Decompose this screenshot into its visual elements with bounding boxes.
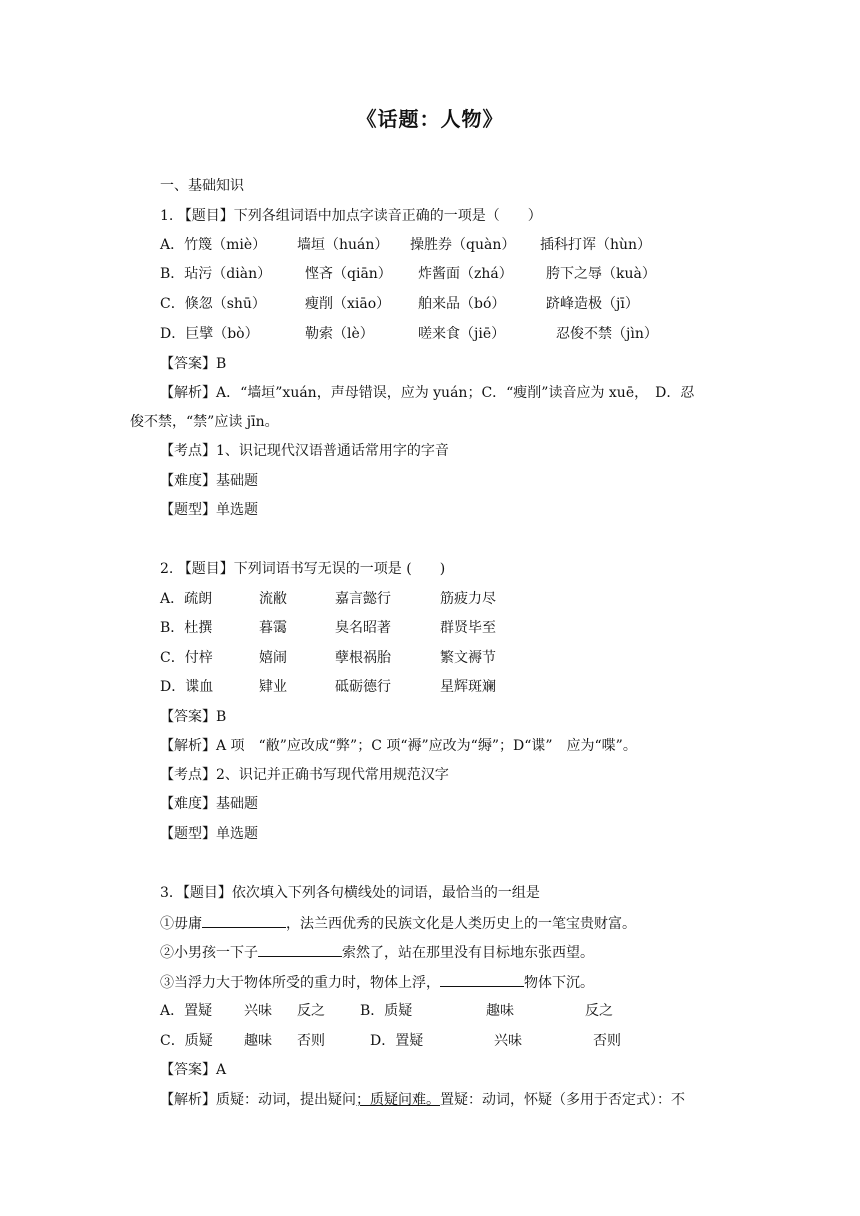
q1-a-2: 墙垣（huán） xyxy=(297,237,389,253)
q2-a-2: 流敝 xyxy=(259,591,287,607)
q2-stem: 2. 【题目】下列词语书写无误的一项是 ( ) xyxy=(160,561,446,577)
q2-answer: 【答案】B xyxy=(160,709,227,725)
q3-opt-b-label: B．质疑 xyxy=(360,1003,413,1019)
q3-sentence-3 xyxy=(160,972,594,993)
q2-d-2: 肄业 xyxy=(259,679,287,695)
q1-c-1: C．倏忽（shū） xyxy=(160,296,266,312)
q2-c-2: 嬉闹 xyxy=(259,650,287,666)
q1-analysis-line1: 【解析】A．“墙垣”xuán，声母错误，应为 yuán；C．“瘦削”读音应为 xuē， D．忍 xyxy=(160,385,695,401)
q1-difficulty: 【难度】基础题 xyxy=(160,473,258,489)
q2-b-2: 暮霭 xyxy=(259,620,287,636)
q3-opt-a-3: 反之 xyxy=(297,1003,325,1019)
q2-c-3: 孽根祸胎 xyxy=(335,650,391,666)
q2-b-3: 臭名昭著 xyxy=(335,620,391,636)
q3-sentence-1 xyxy=(160,913,636,934)
q1-d-2: 勒索（lè） xyxy=(305,326,374,342)
q3-s2-suffix: 索然了，站在那里没有目标地东张西望。 xyxy=(342,945,594,961)
q2-d-4: 星辉斑斓 xyxy=(440,679,496,695)
q3-opt-d-3: 否则 xyxy=(593,1033,621,1049)
q3-s1-suffix: ，法兰西优秀的民族文化是人类历史上的一笔宝贵财富。 xyxy=(286,916,636,932)
q1-b-2: 悭吝（qiān） xyxy=(305,266,392,282)
q3-blank-1 xyxy=(202,913,286,928)
q1-b-3: 炸酱面（zhá） xyxy=(418,266,513,282)
section-heading: 一、基础知识 xyxy=(160,178,244,194)
q3-analysis-underlined: ；质疑问难。 xyxy=(356,1092,440,1108)
q1-a-3: 操胜券（quàn） xyxy=(410,237,516,253)
q3-analysis-part-2: 置疑：动词，怀疑（多用于否定式）：不 xyxy=(440,1092,685,1108)
q1-b-4: 胯下之辱（kuà） xyxy=(546,266,656,282)
q3-opt-b-3: 反之 xyxy=(585,1003,613,1019)
q3-s1-prefix: ①毋庸 xyxy=(160,916,202,932)
q1-a-1: A．竹篾（miè） xyxy=(160,237,267,253)
q2-difficulty: 【难度】基础题 xyxy=(160,796,258,812)
q2-a-3: 嘉言懿行 xyxy=(335,591,391,607)
q3-s3-suffix: 物体下沉。 xyxy=(524,975,594,991)
q1-a-4: 插科打诨（hùn） xyxy=(540,237,652,253)
q2-a-1: A．疏朗 xyxy=(160,591,213,607)
q3-opt-c-label: C．质疑 xyxy=(160,1033,213,1049)
q2-d-3: 砥砺德行 xyxy=(335,679,391,695)
q2-c-1: C．付梓 xyxy=(160,650,213,666)
q1-stem: 1. 【题目】下列各组词语中加点字读音正确的一项是（ ） xyxy=(160,208,542,224)
q2-b-4: 群贤毕至 xyxy=(440,620,496,636)
q1-c-4: 跻峰造极（jī） xyxy=(546,296,639,312)
q3-opt-a-2: 兴味 xyxy=(244,1003,272,1019)
q1-d-3: 嗟来食（jiē） xyxy=(418,326,506,342)
q1-knowledge-point: 【考点】1、识记现代汉语普通话常用字的字音 xyxy=(160,443,449,459)
q2-d-1: D．谍血 xyxy=(160,679,214,695)
q2-question-type: 【题型】单选题 xyxy=(160,826,258,842)
q3-opt-c-2: 趣味 xyxy=(244,1033,272,1049)
q3-opt-c-3: 否则 xyxy=(297,1033,325,1049)
q1-d-1: D．巨擘（bò） xyxy=(160,326,259,342)
q1-question-type: 【题型】单选题 xyxy=(160,502,258,518)
q1-answer: 【答案】B xyxy=(160,356,227,372)
q1-analysis-line2: 俊不禁，“禁”应读 jīn。 xyxy=(130,414,279,430)
q2-knowledge-point: 【考点】2、识记并正确书写现代常用规范汉字 xyxy=(160,767,449,783)
page-title: 《话题：人物》 xyxy=(356,107,504,131)
q1-c-2: 瘦削（xiāo） xyxy=(305,296,391,312)
q2-c-4: 繁文褥节 xyxy=(440,650,496,666)
q1-b-1: B．玷污（diàn） xyxy=(160,266,272,282)
q3-opt-d-label: D．置疑 xyxy=(370,1033,424,1049)
q3-s2-prefix: ②小男孩一下子 xyxy=(160,945,258,961)
q3-blank-2 xyxy=(258,942,342,957)
q3-opt-a-label: A．置疑 xyxy=(160,1003,213,1019)
q1-c-3: 舶来品（bó） xyxy=(418,296,506,312)
q1-d-4: 忍俊不禁（jìn） xyxy=(556,326,658,342)
q2-analysis: 【解析】A 项 “敝”应改成“弊”；C 项“褥”应改为“缛”；D“谍” 应为“喋”。 xyxy=(160,738,637,754)
q3-stem: 3．【题目】依次填入下列各句横线处的词语，最恰当的一组是 xyxy=(160,885,540,901)
q2-a-4: 筋疲力尽 xyxy=(440,591,496,607)
q3-sentence-2 xyxy=(160,942,594,963)
q3-opt-b-2: 趣味 xyxy=(486,1003,514,1019)
q3-answer: 【答案】A xyxy=(160,1062,227,1078)
q3-blank-3 xyxy=(440,972,524,987)
q3-analysis-part-1: 【解析】质疑：动词，提出疑问 xyxy=(160,1092,356,1108)
q3-s3-prefix: ③当浮力大于物体所受的重力时，物体上浮， xyxy=(160,975,440,991)
q2-b-1: B．杜撰 xyxy=(160,620,213,636)
q3-opt-d-2: 兴味 xyxy=(494,1033,522,1049)
q3-analysis xyxy=(160,1090,685,1110)
